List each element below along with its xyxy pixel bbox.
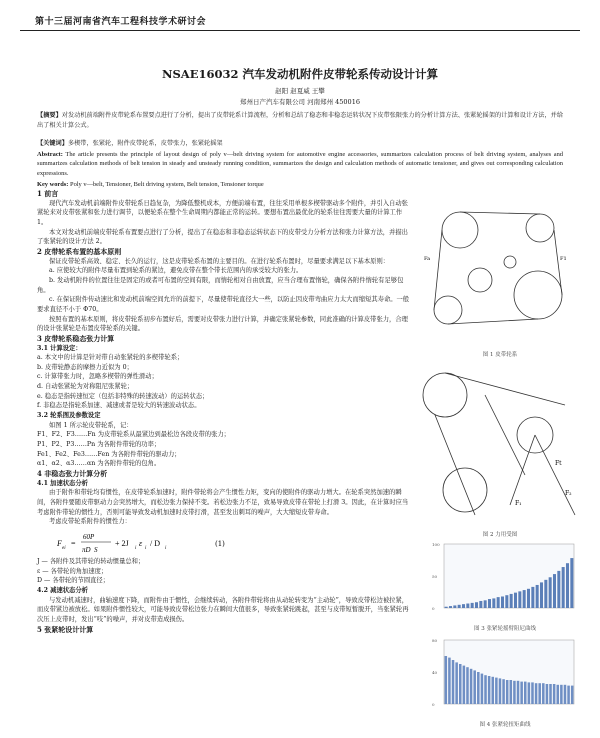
cn-keywords-label: 【关键词】 <box>37 140 68 147</box>
chart-bar <box>445 656 448 704</box>
chart-bar <box>557 571 560 608</box>
subsection-heading: 3.2 轮系图及参数设定 <box>37 412 101 420</box>
paragraph: 考虑皮带轮系附件的惯性力： <box>49 518 131 526</box>
paragraph: 如图 1 所示轮皮带轮系，记： <box>49 421 133 429</box>
chart-bar <box>535 683 538 704</box>
paragraph: 由于附件和带轮均有惯性，在皮带轮系加速时，附件带轮将会产生惯性力矩，变向的使附件的驱动力增大。在轮系突然加速的瞬间，各附件要随皮带驱动力会突然增大，而松边张力保持不变。若松边张力不足，致易导致皮带在带轮上打滑 3。因此，在计算时应当考虑附件带轮的惯性力，否则可能导致发动机加速时皮带打滑，甚至发出刺耳的噪声，大大缩短皮带寿命。 <box>37 489 409 516</box>
fig2-label-f2: F₂ <box>565 490 572 497</box>
svg-text:i: i <box>145 545 147 551</box>
list-item: d. 自动张紧轮为对称阻尼张紧轮； <box>37 383 134 391</box>
chart-bar <box>531 587 534 608</box>
belt-spans <box>435 373 565 515</box>
chart-bar <box>524 682 527 704</box>
en-keywords <box>37 180 563 189</box>
list-item: b. 发动机附件的位置往往是固定的或者可布置的空间有限，而惰轮相对自由放置，应当合理布置惰轮，确保各附件惰轮有足够包角。 <box>37 276 404 294</box>
list-item: b. 皮带轮静态的摩擦力近似为 0； <box>37 363 133 371</box>
pulley <box>442 212 478 248</box>
figure-3-chart <box>430 540 580 622</box>
chart-bar <box>514 593 517 608</box>
chart-bar <box>484 675 487 704</box>
chart-bar <box>549 684 552 704</box>
paragraph: 按照布置的基本原则，将皮带轮系初步布置好后，需要对皮带张力进行计算，并确定张紧轮参数，同此准确的计算皮带张力，合理的设计张紧轮是布置皮带轮系的关键。 <box>37 315 408 333</box>
chart-bar <box>473 670 476 704</box>
en-abstract-text: The article presents the principle of layout design of poly v—belt driving system for automotive engine accessories, summarizes calculation process of belt driving system, analyses and summarizes calculation methods of belt tension in steady and unsteady running condition, summarizes the design and calculation methods of automatic tensioner, and gives out corresponding calculation expressions. <box>37 151 563 177</box>
chart-bar <box>497 597 500 608</box>
chart-bar <box>495 678 498 704</box>
svg-text:πD: πD <box>82 545 91 554</box>
section-heading: 2 皮带轮系布置的基本原则 <box>37 246 122 256</box>
chart-bar <box>553 574 556 608</box>
cn-abstract <box>37 111 563 130</box>
svg-text:ei: ei <box>62 545 66 551</box>
chart-bar <box>470 669 473 704</box>
list-item: c. 计算带张力时，忽略多楔带的弹性滑动； <box>37 373 158 381</box>
chart-bar <box>448 658 451 704</box>
figure-2-force-diagram <box>415 365 585 525</box>
svg-text:+ 2J: + 2J <box>115 538 129 548</box>
y-tick-label: 0 <box>432 606 435 611</box>
chart-bar <box>560 685 563 704</box>
chart-bar <box>527 589 530 608</box>
chart-bar <box>553 684 556 704</box>
fig2-label-f1: F₁ <box>515 500 522 507</box>
chart-bar <box>452 660 455 704</box>
paper-authors: 赵阳 赵夏威 王攀 <box>275 87 325 95</box>
list-item: c. 在保证附件传动速比和发动机前端空间允许的前提下，尽量使带轮直径大一些，以防止因皮带弯曲应力太大而缩短其寿命。一般要求直径不小于 Φ70。 <box>37 296 410 313</box>
chart-bar <box>466 604 469 608</box>
paragraph: 保证皮带轮系高效、稳定、长久的运行，这是皮带轮系布置的主要目的。在进行轮系布置时，尽量要求满足以下基本原则： <box>49 257 390 265</box>
list-item: f. 非稳态是指轮系加速、减速或者是较大的转速波动状态。 <box>37 402 201 410</box>
list-item: α1、α2、α3……αn 为各附件带轮的包角。 <box>37 460 161 468</box>
chart-bar <box>520 682 523 704</box>
figure-1-belt-layout <box>420 200 580 350</box>
chart-bar <box>571 686 574 704</box>
chart-bar <box>570 558 573 608</box>
equation-svg <box>37 527 412 557</box>
chart-bar <box>492 598 495 608</box>
journal-header: 第十三届河南省汽车工程科技学术研讨会 <box>35 17 207 27</box>
svg-text:60P: 60P <box>83 532 95 541</box>
svg-text:S: S <box>94 545 98 554</box>
paper-title: NSAE16032 汽车发动机附件皮带轮系传动设计计算 <box>161 67 438 81</box>
chart-bar <box>479 601 482 608</box>
svg-text:ε: ε <box>139 538 143 548</box>
chart-bar <box>544 580 547 608</box>
list-item: a. 应使较大的附件尽量布置到轮系的紧边，避免皮带在整个带长范围内的承受较大的张力。 <box>49 267 303 275</box>
cn-abstract-text: 对发动机前端附件皮带轮系布置要点进行了分析，提出了皮带轮系计算流程，分析和总结了稳态和非稳态运转状况下皮带张限张力的分析计算方法、张紧轮摇架的计算和设计方法，并给出了相关计算公式。 <box>37 112 564 129</box>
chart-bar <box>481 674 484 704</box>
subsection-heading: 4.2 减速状态分析 <box>37 586 88 594</box>
subsection-heading: 4.1 加速状态分析 <box>37 479 88 487</box>
chart-bar <box>540 582 543 608</box>
chart-bar <box>566 563 569 608</box>
fig1-label-fa: Fa <box>424 256 431 262</box>
belt-path <box>434 212 562 324</box>
pulley <box>468 268 492 292</box>
chart-bar <box>463 666 466 704</box>
paragraph: 本文对发动机前端皮带轮系布置要点进行了分析，提出了在稳态和非稳态运转状态下的皮带受力分析方法和张力计算方法，并描出了张紧轮的设计方法 2。 <box>37 228 408 246</box>
definition: D — 各带轮的节圆直径； <box>37 577 110 585</box>
chart-bar <box>564 685 567 704</box>
equation-1 <box>37 527 412 557</box>
chart-bar <box>510 680 513 704</box>
definition: J — 各附件及其带轮的转动惯量总和； <box>37 557 145 565</box>
chart-bar <box>517 681 520 704</box>
en-keywords-label: Key words: <box>37 181 69 188</box>
en-abstract <box>37 150 563 178</box>
chart-bar <box>488 599 491 608</box>
equation-number: (1) <box>215 539 225 548</box>
figure-4-caption: 图 4 张紧轮扭矩曲线 <box>479 722 531 728</box>
figure-3-caption: 图 3 张紧轮摇臂阻尼曲线 <box>474 626 536 632</box>
chart-bar <box>453 605 456 608</box>
pulley <box>423 373 467 417</box>
chart-bar <box>562 567 565 608</box>
chart-bar <box>466 667 469 704</box>
section-heading: 4 非稳态张力计算分析 <box>37 469 108 479</box>
chart-bar <box>459 664 462 704</box>
body-column <box>37 189 412 634</box>
svg-text:i: i <box>165 545 167 551</box>
svg-text:/ D: / D <box>150 538 160 548</box>
paragraph: 与发动机减速时，曲轴速度下降，而附件由于惯性，会继续转动，各附件带轮将由从动轮转变为“主动轮”，导致皮带松边被拉紧，而皮带紧边被放松。如果附件惯性较大，可能导致皮带松边张力在瞬间大值很多，导致张紧轮跳起，甚至与皮带短暂脱开，当张紧轮再次压上皮带时，发出“吱”的噪声，并对皮带造成损伤。 <box>37 596 409 623</box>
header-rule <box>20 30 580 31</box>
figure-1-caption: 图 1 皮带轮系 <box>482 352 518 358</box>
list-item: e. 稳态是指转速恒定（包括非特殊的转速波动）的运转状态； <box>37 392 209 400</box>
chart-bar <box>513 681 516 704</box>
chart-bar <box>510 594 513 608</box>
fig2-label-ft: Ft <box>555 460 562 467</box>
list-item: F1、F2、F3……Fn 为皮带轮系从最紧边到最松边各段皮带的张力； <box>37 431 230 439</box>
chart-bar <box>528 682 531 704</box>
paragraph: 现代汽车发动机前端附件皮带轮系日趋复杂，为降低整机成本，方便前端布置，往往采用单根多楔带驱动多个附件，并引入自动张紧轮来对皮带张紧和张力进行调节，以便轮系在整个生命周期内都能正常的运转。要想布置出最优化的轮系往往需要大量的计算工作 1。 <box>37 199 408 226</box>
svg-text:i: i <box>135 545 137 551</box>
chart-bar <box>471 603 474 608</box>
cn-keywords-text: 多楔带，张紧轮，附件皮带轮系，皮带张力，张紧轮摇架 <box>67 140 223 147</box>
chart-bar <box>538 683 541 704</box>
chart-bar <box>455 662 458 704</box>
idler-pulley <box>504 256 516 268</box>
chart-bar <box>458 605 461 608</box>
chart-bar <box>531 682 534 704</box>
definition: ε — 各带轮的角加速度； <box>37 567 108 575</box>
section-heading: 3 皮带轮系稳态张力计算 <box>37 333 115 343</box>
chart-bar <box>506 680 509 704</box>
pulley <box>434 296 462 324</box>
y-tick-label: 80 <box>432 638 438 643</box>
chart-bar <box>499 678 502 704</box>
cn-abstract-label: 【摘要】 <box>37 112 62 119</box>
figure-4-chart <box>430 636 580 718</box>
chart-bar <box>502 679 505 704</box>
chart-bar <box>536 585 539 608</box>
paper-affiliation: 郑州日产汽车有限公司 河南郑州 450016 <box>240 98 360 106</box>
chart-bar <box>484 600 487 608</box>
chart-bar <box>523 590 526 608</box>
chart-bar <box>462 604 465 608</box>
chart-bar <box>542 683 545 704</box>
chart-bar <box>546 684 549 704</box>
chart-bar <box>475 602 478 608</box>
chart-bar <box>556 685 559 704</box>
y-tick-label: 40 <box>432 670 438 675</box>
chart-bar <box>449 606 452 608</box>
chart-bar <box>549 577 552 608</box>
y-tick-label: 0 <box>432 702 435 707</box>
list-item: a. 本文中的计算是针对带自动张紧轮的多楔带轮系； <box>37 354 184 362</box>
pulley <box>526 214 554 242</box>
chart-bar <box>445 607 448 608</box>
section-heading: 1 前言 <box>37 189 59 198</box>
en-abstract-label: Abstract: <box>37 151 63 158</box>
cn-keywords <box>37 139 563 149</box>
chart-bar <box>477 672 480 704</box>
chart-bar <box>491 677 494 704</box>
figure-2-caption: 图 2 力用受图 <box>482 532 518 538</box>
svg-text:=: = <box>71 538 76 548</box>
chart-bar <box>501 596 504 608</box>
list-item: Fe1、Fe2、Fe3……Fen 为各附件带轮的驱动力； <box>37 450 181 458</box>
chart-bar <box>505 595 508 608</box>
subsection-heading: 3.1 计算设定： <box>37 344 82 352</box>
crankshaft-pulley <box>514 271 562 319</box>
y-tick-label: 100 <box>432 542 440 547</box>
chart-bar <box>488 676 491 704</box>
en-keywords-text: Poly v—belt, Tensioner, Belt driving system, Belt tension, Tensioner torque <box>70 181 264 188</box>
list-item: P1、P2、P3……Pn 为各附件带轮的功率； <box>37 441 161 449</box>
chart-bar <box>567 686 570 704</box>
fig1-label-f1: F1 <box>560 256 567 262</box>
chart-bar <box>518 591 521 608</box>
y-tick-label: 50 <box>432 574 438 579</box>
svg-text:F: F <box>57 538 62 548</box>
section-heading: 5 张紧轮设计计算 <box>37 624 94 634</box>
